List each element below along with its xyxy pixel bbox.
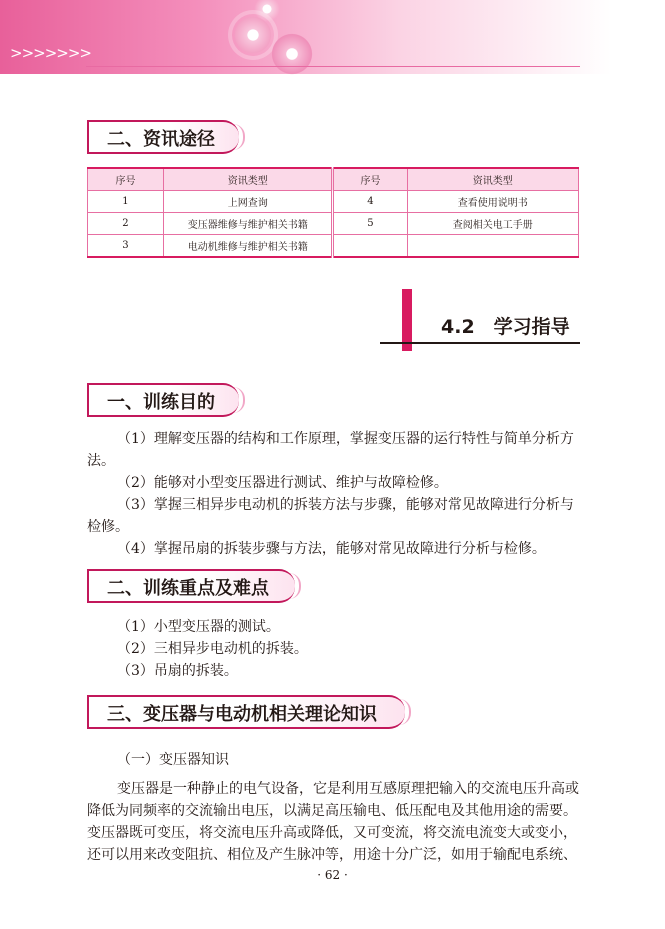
header-arrows: >>>>>>> <box>10 44 91 62</box>
page-header-band <box>0 0 665 74</box>
section-title-goals <box>87 383 239 417</box>
table-header-cell: 资讯类型 <box>407 168 579 191</box>
table-cell: 5 <box>333 213 407 235</box>
table-cell <box>407 235 579 258</box>
table-row <box>88 191 579 213</box>
list-item: （4）掌握吊扇的拆装步骤与方法，能够对常见故障进行分析与检修。 <box>117 541 546 557</box>
subheading: （一）变压器知识 <box>117 752 229 768</box>
section-title-text: 一、训练目的 <box>107 392 215 413</box>
table-header-row <box>88 168 579 191</box>
table-cell <box>333 235 407 258</box>
table-cell: 3 <box>88 235 164 258</box>
chapter-section-title: 4.2 学习指导 <box>441 316 570 338</box>
info-table <box>87 167 579 258</box>
list-item: （2）能够对小型变压器进行测试、维护与故障检修。 <box>117 475 448 491</box>
table-cell: 电动机维修与维护相关书籍 <box>163 235 333 258</box>
list-item: （1）小型变压器的测试。 <box>117 619 280 635</box>
theory-paragraph-block <box>87 778 583 866</box>
page-number: · 62 · <box>317 868 348 882</box>
list-item: （1）理解变压器的结构和工作原理，掌握变压器的运行特性与简单分析方法。 <box>87 431 574 469</box>
table-header-cell: 资讯类型 <box>163 168 333 191</box>
table-cell: 上网查询 <box>163 191 333 213</box>
section-title-key-points <box>87 569 295 603</box>
table-cell: 4 <box>333 191 407 213</box>
goals-list <box>87 428 583 560</box>
table-header-cell: 序号 <box>88 168 164 191</box>
table-cell: 2 <box>88 213 164 235</box>
table-cell: 查阅相关电工手册 <box>407 213 579 235</box>
table-cell: 变压器维修与维护相关书籍 <box>163 213 333 235</box>
table-row <box>88 235 579 258</box>
table-row <box>88 213 579 235</box>
list-item: （2）三相异步电动机的拆装。 <box>117 641 308 657</box>
table-cell: 查看使用说明书 <box>407 191 579 213</box>
guide-underline <box>380 342 580 344</box>
section-title-text: 三、变压器与电动机相关理论知识 <box>107 704 377 725</box>
header-divider <box>86 66 580 67</box>
list-item: （3）掌握三相异步电动机的拆装方法与步骤，能够对常见故障进行分析与检修。 <box>87 497 574 535</box>
section-title-text: 二、资讯途径 <box>107 129 215 150</box>
list-item: （3）吊扇的拆装。 <box>117 663 238 679</box>
table-cell: 1 <box>88 191 164 213</box>
key-points-list <box>87 616 583 682</box>
paragraph: 变压器是一种静止的电气设备，它是利用互感原理把输入的交流电压升高或降低为同频率的交流输出电压，以满足高压输电、低压配电及其他用途的需要。变压器既可变压，将交流电压升高或降低，又可变流，将交流电流变大或变小，还可以用来改变阻抗、相位及产生脉冲等，用途十分广泛，如用于输配电系统、 <box>87 781 579 863</box>
section-title-theory <box>87 695 405 729</box>
gear-icon <box>268 30 316 78</box>
table-header-cell: 序号 <box>333 168 407 191</box>
section-title-text: 二、训练重点及难点 <box>107 578 269 599</box>
section-title-info <box>87 120 239 154</box>
